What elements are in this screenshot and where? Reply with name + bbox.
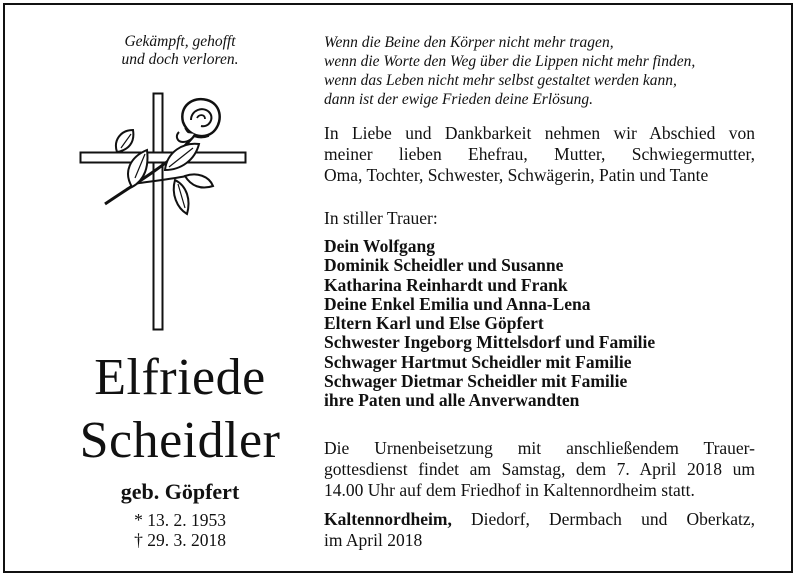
mourner-item: Deine Enkel Emilia und Anna-Lena — [324, 293, 591, 314]
right-quote-line-4: dann ist der ewige Frieden deine Erlösung. — [324, 91, 594, 108]
left-quote-line-2: und doch verloren. — [121, 51, 239, 68]
burial-line-2: gottesdienst findet am Samstag, dem 7. April 2018 um — [324, 459, 755, 479]
mourner-item: ihre Paten und alle Anverwandten — [324, 390, 580, 411]
place-others: Diedorf, Dermbach und Oberkatz, — [451, 509, 755, 529]
right-quote-line-3: wenn das Leben nicht mehr selbst gestaltet werden kann, — [324, 72, 677, 89]
mourner-item: Eltern Karl und Else Göpfert — [324, 313, 544, 334]
mourner-item: Schwager Hartmut Scheidler mit Familie — [324, 351, 632, 372]
left-quote-line-1: Gekämpft, gehofft — [124, 33, 236, 50]
mourner-item: Schwester Ingeborg Mittelsdorf und Familie — [324, 332, 656, 353]
left-quote — [80, 33, 280, 69]
birth-date: * 13. 2. 1953 — [134, 510, 226, 530]
burial-line-1: Die Urnenbeisetzung mit anschließendem Trauer- — [324, 438, 755, 458]
cross-with-rose-icon — [75, 92, 250, 332]
mourning-heading: In stiller Trauer: — [324, 208, 438, 228]
farewell-line-3: Oma, Tochter, Schwester, Schwägerin, Patin und Tante — [324, 165, 709, 185]
right-quote — [324, 33, 784, 109]
deceased-last-name: Scheidler — [79, 412, 281, 469]
burial-line-3: 14.00 Uhr auf dem Friedhof in Kaltennordheim statt. — [324, 480, 695, 500]
death-date: † 29. 3. 2018 — [134, 530, 226, 550]
place-town: Kaltennordheim, — [324, 509, 452, 529]
mourners-list — [324, 237, 764, 411]
place-date: im April 2018 — [324, 530, 423, 550]
farewell-line-1: In Liebe und Dankbarkeit nehmen wir Abschied von — [324, 123, 755, 143]
deceased-first-name: Elfriede — [94, 349, 266, 406]
life-dates — [30, 510, 330, 550]
burial-notice — [324, 438, 755, 501]
farewell-paragraph — [324, 123, 755, 186]
right-quote-line-2: wenn die Worte den Weg über die Lippen nicht mehr finden, — [324, 53, 696, 70]
farewell-line-2: meiner lieben Ehefrau, Mutter, Schwiegermutter, — [324, 144, 755, 164]
mourner-item: Dominik Scheidler und Susanne — [324, 255, 564, 276]
maiden-name: geb. Göpfert — [120, 479, 240, 504]
mourner-item: Katharina Reinhardt und Frank — [324, 274, 568, 295]
mourner-item: Dein Wolfgang — [324, 236, 436, 256]
place-line — [324, 509, 755, 530]
place-and-date — [324, 509, 755, 551]
right-quote-line-1: Wenn die Beine den Körper nicht mehr tragen, — [324, 34, 614, 51]
mourner-item: Schwager Dietmar Scheidler mit Familie — [324, 371, 628, 392]
